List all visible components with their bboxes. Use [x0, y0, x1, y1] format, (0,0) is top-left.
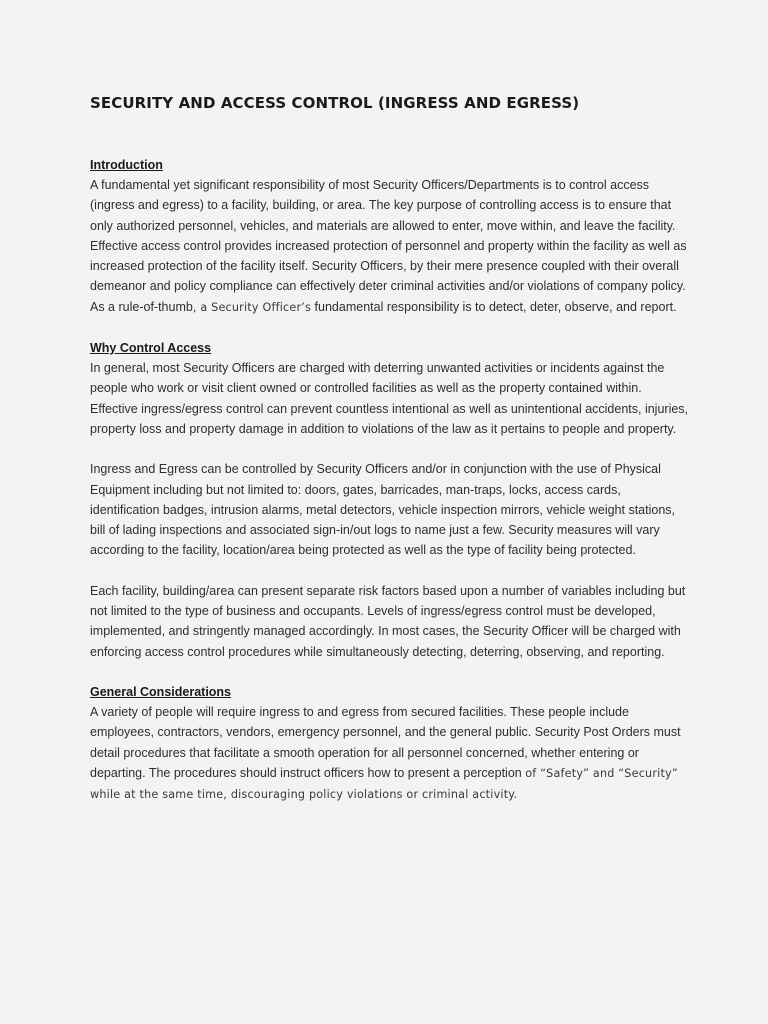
why-control-access-heading: Why Control Access: [90, 341, 212, 356]
introduction-text-alt: , a Security Officer’s: [192, 300, 312, 314]
introduction-section: [90, 155, 690, 318]
why-control-access-paragraph-1: In general, most Security Officers are charged with deterring unwanted activities or incidents against the people who work or visit client owned or controlled facilities as well as the property contained within. Effective ingress/egress control can prevent countless intentional as well as unintentional accidents, injuries, property loss and property damage in addition to violations of the law as it pertains to people and property.: [90, 361, 689, 436]
why-control-access-paragraph-2: Ingress and Egress can be controlled by Security Officers and/or in conjunction with the use of Physical Equipment including but not limited to: doors, gates, barricades, man-traps, locks, access cards, identification badges, intrusion alarms, metal detectors, vehicle inspection mirrors, vehicle weight stations, bill of lading inspections and associated sign-in/out logs to name just a few. Security measures will vary according to the facility, location/area being protected as well as the type of facility being protected.: [90, 462, 675, 558]
introduction-text-end: fundamental responsibility is to detect, deter, observe, and report.: [314, 299, 677, 314]
general-considerations-text: A variety of people will require ingress to and egress from secured facilities. These people include employees, contractors, vendors, emergency personnel, and the general public. Security Post Orders must detail procedures that facilitate a smooth operation for all personnel concerned, whether entering or departing. The procedures should instruct officers how to present a perception: [90, 704, 681, 780]
document-title: SECURITY AND ACCESS CONTROL (INGRESS AND EGRESS): [90, 94, 580, 112]
introduction-paragraph: [90, 175, 690, 318]
why-control-access-section: [90, 338, 690, 662]
general-considerations-paragraph: [90, 702, 690, 805]
why-control-access-paragraph-3: Each facility, building/area can present separate risk factors based upon a number of variables including but not limited to the type of business and occupants. Levels of ingress/egress control must be developed, implemented, and stringently managed accordingly. In most cases, the Security Officer will be charged with enforcing access control procedures while simultaneously detecting, deterring, observing, and reporting.: [90, 583, 686, 659]
introduction-text: A fundamental yet significant responsibility of most Security Officers/Departments is to control access (ingress and egress) to a facility, building, or area. The key purpose of controlling access is to ensure that only authorized personnel, vehicles, and materials are allowed to enter, move within, and leave the facility. Effective access control provides increased protection of personnel and property within the facility as well as increased protection of the facility itself. Security Officers, by their mere presence coupled with their overall demeanor and policy compliance can effectively deter criminal activities and/or violations of company policy. As a rule-of-thumb: [90, 178, 687, 314]
introduction-heading: Introduction: [90, 158, 163, 172]
general-considerations-heading: General Considerations: [90, 684, 232, 699]
general-considerations-text-alt: of “Safety” and “Security” while at the same time, discouraging policy violations or criminal activity.: [90, 766, 678, 802]
general-considerations-section: [90, 682, 690, 805]
